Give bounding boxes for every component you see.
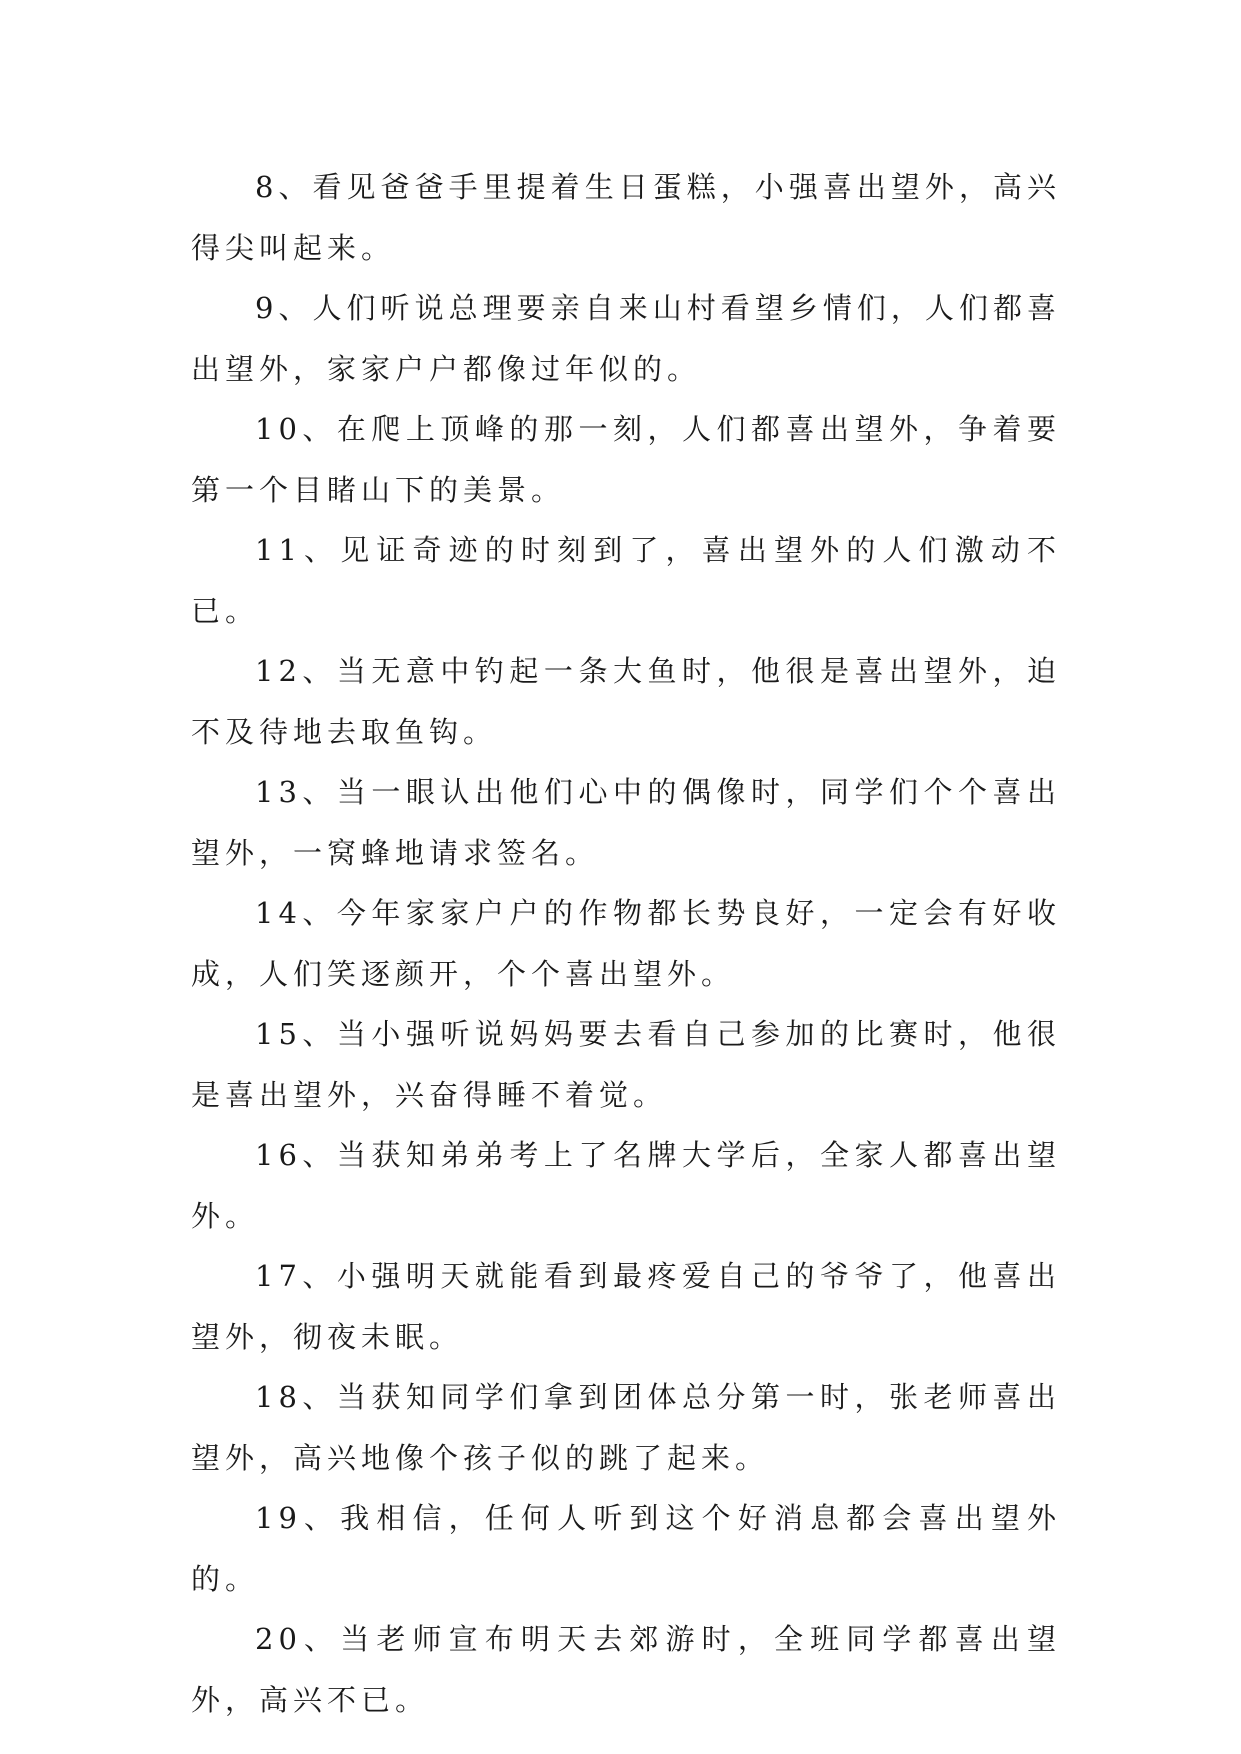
paragraph-11: 11、见证奇迹的时刻到了，喜出望外的人们激动不已。 bbox=[191, 533, 1061, 628]
paragraph-15: 15、当小强听说妈妈要去看自己参加的比赛时，他很是喜出望外，兴奋得睡不着觉。 bbox=[191, 1017, 1061, 1112]
paragraph-12: 12、当无意中钓起一条大鱼时，他很是喜出望外，迫不及待地去取鱼钩。 bbox=[191, 654, 1061, 749]
paragraph-9: 9、人们听说总理要亲自来山村看望乡情们，人们都喜出望外，家家户户都像过年似的。 bbox=[191, 291, 1061, 386]
paragraph-17: 17、小强明天就能看到最疼爱自己的爷爷了，他喜出望外，彻夜未眠。 bbox=[191, 1259, 1061, 1354]
paragraph-19: 19、我相信，任何人听到这个好消息都会喜出望外的。 bbox=[191, 1501, 1061, 1596]
paragraph-8: 8、看见爸爸手里提着生日蛋糕，小强喜出望外，高兴得尖叫起来。 bbox=[191, 170, 1061, 265]
paragraph-10: 10、在爬上顶峰的那一刻，人们都喜出望外，争着要第一个目睹山下的美景。 bbox=[191, 412, 1061, 507]
paragraph-13: 13、当一眼认出他们心中的偶像时，同学们个个喜出望外，一窝蜂地请求签名。 bbox=[191, 775, 1061, 870]
paragraph-18: 18、当获知同学们拿到团体总分第一时，张老师喜出望外，高兴地像个孩子似的跳了起来。 bbox=[191, 1380, 1061, 1475]
paragraph-16: 16、当获知弟弟考上了名牌大学后，全家人都喜出望外。 bbox=[191, 1138, 1061, 1233]
paragraph-14: 14、今年家家户户的作物都长势良好，一定会有好收成，人们笑逐颜开，个个喜出望外。 bbox=[191, 896, 1061, 991]
paragraph-20: 20、当老师宣布明天去郊游时，全班同学都喜出望外，高兴不已。 bbox=[191, 1622, 1061, 1717]
document-body bbox=[191, 157, 1061, 1730]
